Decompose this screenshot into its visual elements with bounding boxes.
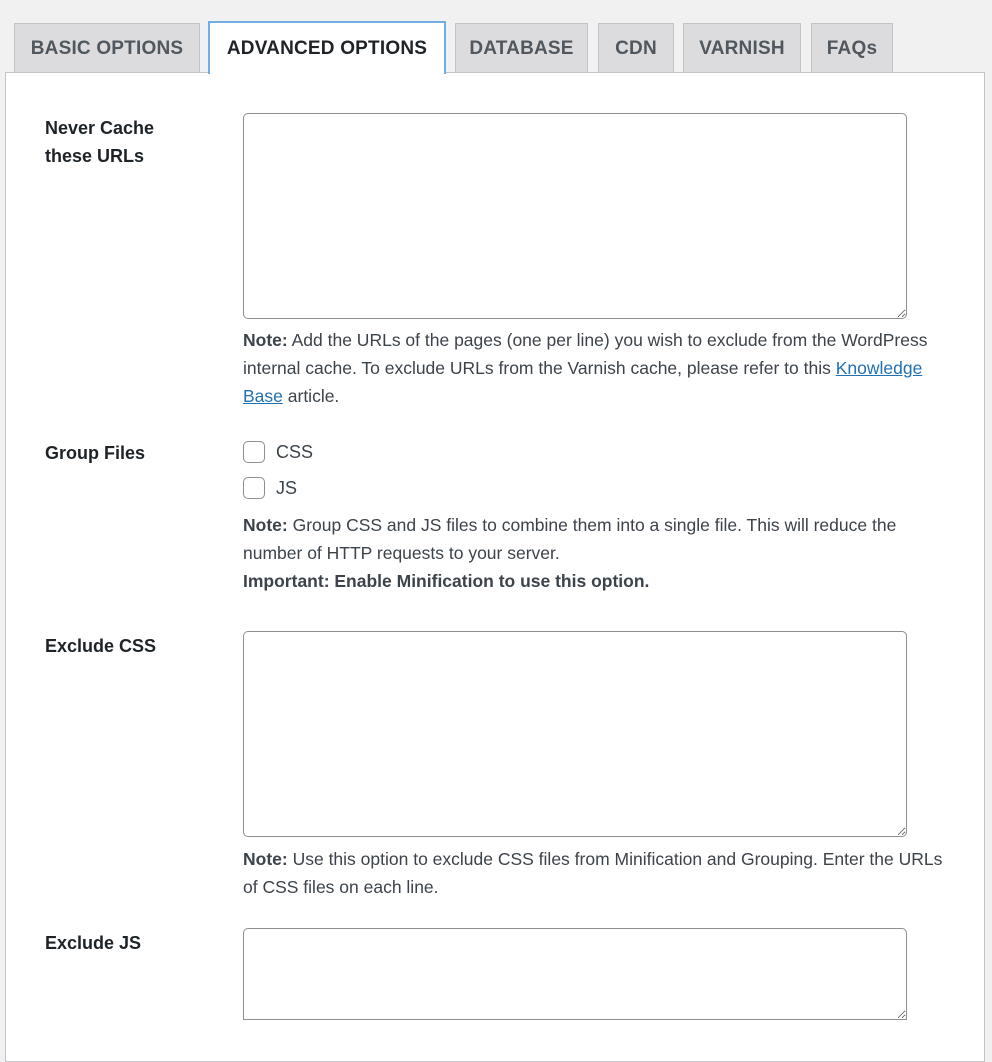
group-css-label: CSS — [276, 441, 314, 462]
tab-cdn[interactable]: CDN — [598, 23, 674, 73]
exclude-css-textarea[interactable] — [243, 631, 907, 837]
exclude-css-note-prefix: Note: — [243, 849, 288, 869]
knowledge-base-link[interactable]: Knowledge Base — [243, 358, 923, 406]
group-files-note-prefix: Note: — [243, 515, 288, 535]
never-cache-label-line2: these URLs — [45, 146, 145, 166]
tab-database[interactable]: DATABASE — [455, 23, 588, 73]
group-files-important: Important: Enable Minification to use this option. — [243, 571, 650, 591]
exclude-css-label: Exclude CSS — [45, 636, 157, 656]
group-js-label: JS — [276, 477, 298, 498]
settings-tabs — [0, 0, 992, 73]
group-files-note-text: Group CSS and JS files to combine them into a single file. This will reduce the number of HTTP requests to your server. — [243, 515, 897, 563]
never-cache-label — [45, 114, 154, 170]
never-cache-urls-textarea[interactable] — [243, 113, 907, 319]
never-cache-note-text: Add the URLs of the pages (one per line) you wish to exclude from the WordPress internal cache. To exclude URLs from the Varnish cache, please refer to this — [243, 330, 928, 378]
group-css-option[interactable] — [243, 439, 313, 465]
exclude-css-note-text: Use this option to exclude CSS files from Minification and Grouping. Enter the URLs of CSS files on each line. — [243, 849, 943, 897]
exclude-css-note — [243, 845, 943, 901]
group-js-option[interactable] — [243, 475, 297, 501]
tab-faqs[interactable]: FAQs — [811, 23, 893, 73]
group-js-checkbox[interactable] — [243, 477, 265, 499]
tab-advanced-options[interactable]: ADVANCED OPTIONS — [208, 21, 446, 74]
never-cache-note — [243, 326, 943, 410]
exclude-js-label: Exclude JS — [45, 933, 142, 953]
exclude-js-textarea[interactable] — [243, 928, 907, 1020]
never-cache-note-prefix: Note: — [243, 330, 288, 350]
group-files-label: Group Files — [45, 443, 146, 463]
never-cache-note-suffix: article. — [282, 386, 340, 406]
tab-basic-options[interactable]: BASIC OPTIONS — [14, 23, 200, 73]
group-files-note — [243, 511, 943, 595]
never-cache-label-line1: Never Cache — [45, 118, 155, 138]
tab-varnish[interactable]: VARNISH — [683, 23, 801, 73]
group-css-checkbox[interactable] — [243, 441, 265, 463]
